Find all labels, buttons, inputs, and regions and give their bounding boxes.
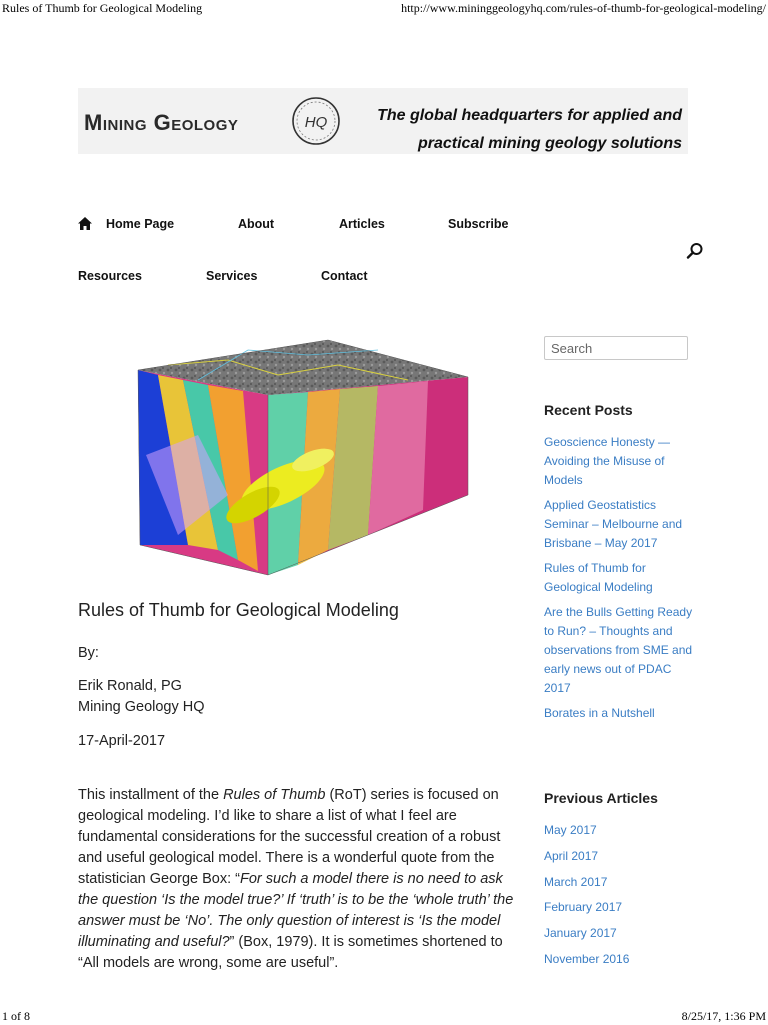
print-page-title: Rules of Thumb for Geological Modeling: [2, 1, 203, 15]
recent-post-link[interactable]: Borates in a Nutshell: [544, 706, 655, 720]
post-date: 17-April-2017: [78, 733, 166, 749]
body-series-name: Rules of Thumb: [223, 787, 326, 803]
body-text-2: (RoT) series is focused on geological modeling. I’d like to share a list of what I feel are fundamental considerations for the successful creation of a robust and useful geological model. There is a wonderful quote from the statistician George Box: “: [78, 787, 501, 887]
body-quote: For such a model there is no need to ask the question ‘Is the model true?’ If ‘truth’ is to be the ‘whole truth’ the answer must be ‘No’. The only question of interest is ‘Is the model illuminating and useful?: [78, 871, 514, 950]
recent-post-link[interactable]: Geoscience Honesty — Avoiding the Misuse of Models: [544, 435, 671, 487]
archive-month-link[interactable]: February 2017: [544, 900, 623, 915]
previous-articles-heading: Previous Articles: [544, 790, 658, 806]
print-footer: [0, 1009, 768, 1025]
tagline-line-1: The global headquarters for applied and: [377, 107, 682, 124]
recent-post-link[interactable]: Are the Bulls Getting Ready to Run? – Thoughts and observations from SME and early news out of PDAC 2017: [544, 605, 693, 695]
archive-month-link[interactable]: May 2017: [544, 823, 597, 837]
archive-month-link[interactable]: April 2017: [544, 848, 599, 863]
archive-month-link[interactable]: March 2017: [544, 874, 608, 889]
previous-articles-list: [544, 821, 694, 976]
print-header: [0, 1, 768, 17]
recent-posts-list: [544, 433, 694, 729]
recent-posts-heading: Recent Posts: [544, 402, 633, 418]
tagline-line-2: practical mining geology solutions: [417, 135, 682, 152]
post-organization: Mining Geology HQ: [78, 699, 205, 715]
nav-articles[interactable]: Articles: [339, 217, 385, 231]
post-author: Erik Ronald, PG: [78, 678, 182, 694]
print-page-number: 1 of 8: [2, 1009, 30, 1023]
archive-month-link[interactable]: January 2017: [544, 926, 617, 941]
logo-hq-badge: [286, 94, 346, 148]
banner-tagline: [352, 102, 682, 158]
sidebar-search-input[interactable]: [544, 336, 688, 360]
nav-services[interactable]: Services: [206, 269, 258, 283]
home-icon[interactable]: [78, 217, 92, 230]
logo-badge-text: HQ: [304, 114, 328, 131]
post-title: Rules of Thumb for Geological Modeling: [78, 600, 399, 620]
site-banner[interactable]: [78, 88, 688, 154]
archive-month-link[interactable]: November 2016: [544, 951, 630, 966]
recent-post-link[interactable]: Applied Geostatistics Seminar – Melbourne and Brisbane – May 2017: [544, 498, 683, 550]
nav-home[interactable]: Home Page: [106, 217, 175, 231]
body-text-3: ” (Box, 1979). It is sometimes shortened to “All models are wrong, some are useful”.: [78, 934, 503, 971]
nav-resources[interactable]: Resources: [78, 269, 142, 283]
nav-contact[interactable]: Contact: [321, 269, 368, 283]
print-timestamp: 8/25/17, 1:36 PM: [681, 1009, 766, 1023]
body-text-1: This installment of the: [78, 787, 224, 803]
hero-geological-model-image: [78, 335, 514, 580]
logo-text: Mining Geology: [84, 110, 239, 135]
nav-about[interactable]: About: [238, 217, 275, 231]
search-icon[interactable]: [686, 242, 704, 260]
post-body-paragraph: [78, 785, 518, 974]
post-by-label: By:: [78, 645, 99, 661]
nav-subscribe[interactable]: Subscribe: [448, 217, 509, 231]
print-url: http://www.mininggeologyhq.com/rules-of-thumb-for-geological-modeling/: [401, 1, 766, 15]
recent-post-link[interactable]: Rules of Thumb for Geological Modeling: [544, 561, 653, 594]
